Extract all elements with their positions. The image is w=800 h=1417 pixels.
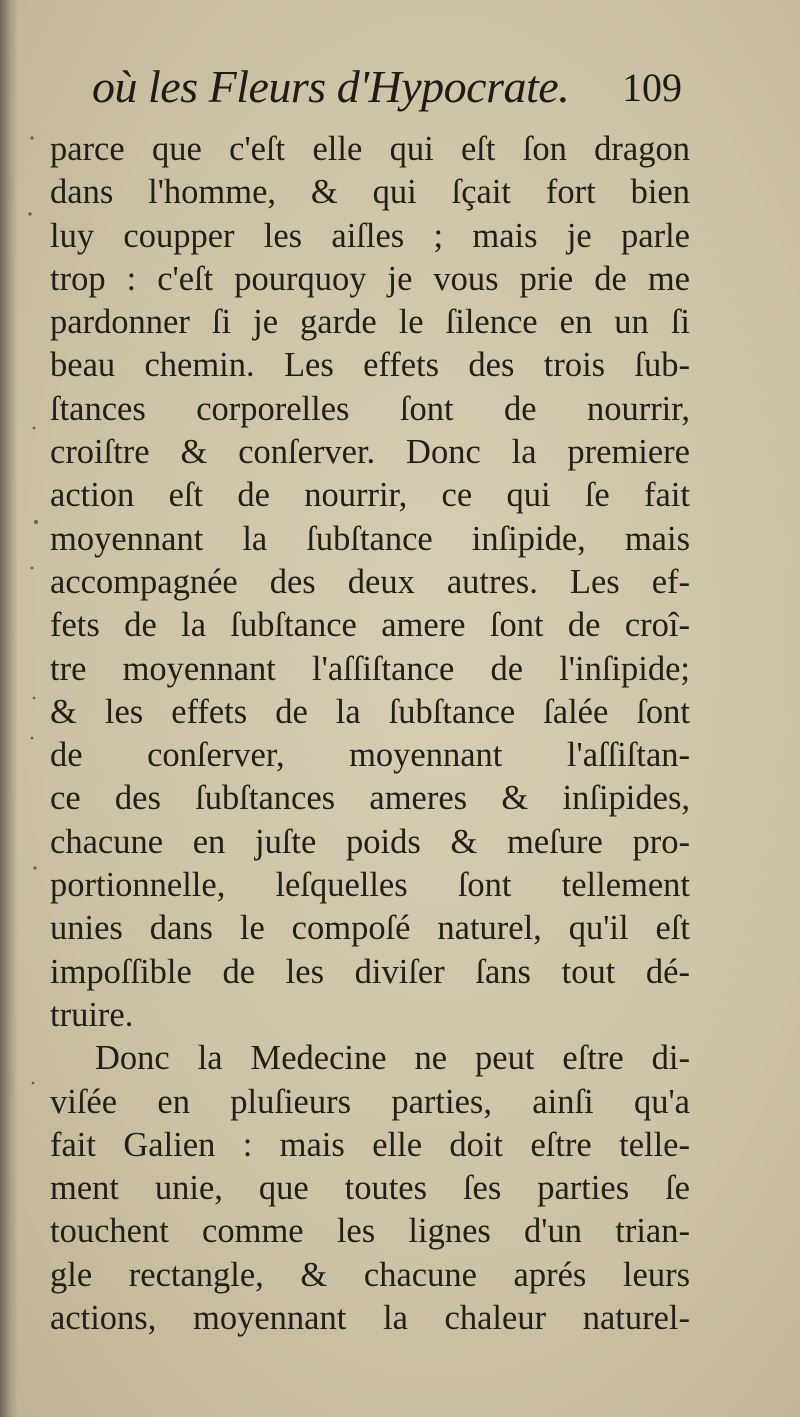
text-line: ment unie, que toutes ſes parties ſe [50, 1169, 690, 1208]
page-number: 109 [622, 65, 682, 110]
binding-shadow [0, 0, 18, 1417]
text-line: luy coupper les aiſles ; mais je parle [50, 216, 690, 255]
text-line: de conſerver, moyennant l'aſſiſtan- [50, 736, 690, 775]
text-line: gle rectangle, & chacune aprés leurs [50, 1255, 690, 1294]
text-line: dans l'homme, & qui ſçait fort bien [50, 173, 690, 212]
margin-specks [20, 128, 42, 1328]
text-line: parce que c'eſt elle qui eſt ſon dragon [50, 130, 690, 168]
page-header [92, 60, 692, 120]
text-line: action eſt de nourrir, ce qui ſe fait [50, 476, 690, 515]
text-line: viſée en pluſieurs parties, ainſi qu'a [50, 1082, 690, 1121]
text-line: fait Galien : mais elle doit eſtre telle- [50, 1125, 690, 1164]
text-line: actions, moyennant la chaleur naturel- [50, 1299, 690, 1338]
text-line: pardonner ſi je garde le ſilence en un ſi [50, 303, 690, 342]
text-line: beau chemin. Les effets des trois ſub- [50, 346, 690, 385]
text-line: & les effets de la ſubſtance ſalée ſont [50, 692, 690, 731]
running-title: où les Fleurs d'Hypocrate. [92, 61, 570, 112]
text-line: ſtances corporelles ſont de nourrir, [50, 389, 690, 428]
text-line: accompagnée des deux autres. Les ef- [50, 562, 690, 601]
body-text [50, 128, 690, 1340]
text-line: chacune en juſte poids & meſure pro- [50, 822, 690, 861]
text-line: tre moyennant l'aſſiſtance de l'inſipide; [50, 649, 690, 688]
text-line: impoſſible de les diviſer ſans tout dé- [50, 952, 690, 991]
text-line: trop : c'eſt pourquoy je vous prie de me [50, 259, 690, 298]
text-line: fets de la ſubſtance amere ſont de croî- [50, 606, 690, 645]
text-line-paragraph-end: truire. [50, 995, 134, 1034]
text-line-paragraph-start: Donc la Medecine ne peut eſtre di- [95, 1039, 690, 1078]
text-line: touchent comme les lignes d'un trian- [50, 1212, 690, 1251]
text-line: croiſtre & conſerver. Donc la premiere [50, 433, 690, 472]
text-line: unies dans le compoſé naturel, qu'il eſt [50, 909, 690, 948]
text-line: portionnelle, leſquelles ſont tellement [50, 866, 690, 905]
text-line: ce des ſubſtances ameres & inſipides, [50, 779, 690, 818]
text-line: moyennant la ſubſtance inſipide, mais [50, 519, 690, 558]
